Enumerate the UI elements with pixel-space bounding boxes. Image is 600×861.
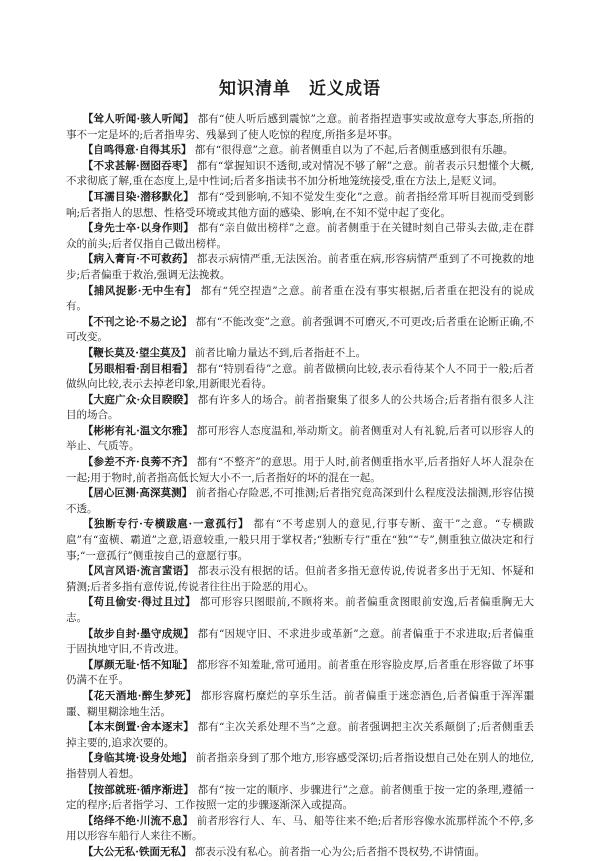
idiom-entry [66, 564, 534, 595]
idiom-entry [66, 627, 534, 658]
idiom-entry [66, 517, 534, 564]
idiom-explanation: 前者形容行人、车、马、船等往来不绝;后者形容像水流那样流个不停,多用以形容车船行人来往不断。 [66, 814, 535, 843]
idiom-pair-heading: 【耸人听闻·骇人听闻】 [82, 113, 194, 125]
idiom-explanation: 前者指亲身到了那个地方,形容感受深切;后者指设想自己处在别人的地位,指替别人着想。 [66, 752, 535, 780]
idiom-pair-heading: 【病入膏肓·不可救药】 [82, 253, 194, 266]
idiom-pair-heading: 【故步自封·墨守成规】 [82, 627, 194, 640]
idiom-entry [66, 424, 534, 455]
idiom-entry [66, 720, 534, 751]
idiom-pair-heading: 【大公无私·铁面无私】 [82, 845, 192, 858]
idiom-explanation: 都表示没有私心。前者指一心为公;后者指不畏权势,不讲情面。 [194, 845, 486, 858]
idiom-pair-heading: 【自鸣得意·自得其乐】 [82, 144, 192, 157]
idiom-explanation: 都有“按一定的顺序、步骤进行”之意。前者侧重于按一定的条理,遵循一定的程序;后者指学习、工作按照一定的步骤逐渐深入或提高。 [66, 783, 534, 812]
idiom-pair-heading: 【厚颜无耻·恬不知耻】 [82, 658, 194, 671]
idiom-pair-heading: 【鞭长莫及·望尘莫及】 [82, 346, 192, 359]
idiom-explanation: 都有“不整齐”的意思。用于人时,前者侧重指水平,后者指好人坏人混杂在一起;用于物时,前者指高低长短大小不一,后者指好的坏的混在一起。 [66, 456, 535, 484]
idiom-pair-heading: 【不刊之论·不易之论】 [82, 315, 193, 328]
idiom-entry [66, 783, 534, 814]
idiom-entry [66, 346, 534, 362]
idiom-explanation: 都形容腐朽糜烂的享乐生活。前者偏重于迷恋酒色,后者偏重于浑浑噩噩、糊里糊涂地生活。 [66, 689, 535, 718]
idiom-explanation: 都可形容人态度温和,举动斯文。前者侧重对人有礼貌,后者可以形容人的举止、气质等。 [66, 424, 534, 453]
idiom-explanation: 都有“不考虑别人的意见,行事专断、蛮干”之意。“专横跋扈”有“蛮横、霸道”之意,语意较重,一般只用于掌权者;“独断专行”重在“独”“专”,侧重独立做决定和行事;“一意孤行”侧重按自己的意愿行事。 [66, 518, 535, 562]
idiom-pair-heading: 【花天酒地·醉生梦死】 [82, 689, 197, 702]
idiom-entry [66, 845, 534, 861]
idiom-pair-heading: 【不求甚解·囫囵吞枣】 [82, 159, 194, 172]
idiom-explanation: 都有“很得意”之意。前者侧重自以为了不起,后者侧重感到很有乐趣。 [194, 144, 514, 157]
idiom-entry [66, 486, 534, 517]
idiom-entry [66, 362, 534, 393]
idiom-entry [66, 455, 534, 486]
idiom-pair-heading: 【居心叵测·高深莫测】 [82, 487, 193, 500]
idiom-pair-heading: 【彬彬有礼·温文尔雅】 [82, 424, 194, 437]
idiom-pair-heading: 【参差不齐·良莠不齐】 [82, 456, 194, 469]
idiom-entry [66, 221, 534, 252]
idiom-pair-heading: 【按部就班·循序渐进】 [82, 783, 194, 796]
idiom-pair-heading: 【耳濡目染·潜移默化】 [82, 190, 194, 203]
idiom-explanation: 都有“使人听后感到震惊”之意。前者指捏造事实或故意夸大事态,所指的事不一定是坏的;后者指卑劣、残暴到了使人吃惊的程度,所指多是坏事。 [66, 113, 534, 141]
idiom-entry [66, 143, 534, 159]
idiom-explanation: 都有“因规守旧、不求进步或革新”之意。前者偏重于不求进取;后者偏重于固执地守旧,不肯改进。 [66, 627, 535, 656]
idiom-explanation: 都有“特别看待”之意。前者做横向比较,表示看待某个人不同于一般;后者做纵向比较,表示去掉老印象,用新眼光看待。 [66, 362, 534, 391]
idiom-entry [66, 595, 534, 626]
idiom-explanation: 都表示没有根据的话。但前者多指无意传说,传说者多出于无知、怀疑和猜测;后者多指有意传说,传说者往往出于险恶的用心。 [66, 565, 535, 593]
idiom-pair-heading: 【身先士卒·以身作则】 [82, 222, 194, 235]
idiom-explanation: 前者指心存险恶,不可推测;后者指究竟高深到什么程度没法揣测,形容估摸不透。 [66, 487, 535, 515]
idiom-pair-heading: 【苟且偷安·得过且过】 [82, 596, 196, 609]
idiom-list [66, 112, 534, 861]
idiom-entry [66, 190, 534, 221]
idiom-entry [66, 814, 534, 845]
idiom-explanation: 前者比喻力量达不到,后者指赶不上。 [194, 346, 367, 359]
idiom-explanation: 都形容不知羞耻,常可通用。前者重在形容脸皮厚,后者重在形容做了坏事仍满不在乎。 [66, 658, 534, 687]
idiom-entry [66, 658, 534, 689]
idiom-entry [66, 393, 534, 424]
idiom-pair-heading: 【风言风语·流言蜚语】 [82, 565, 195, 578]
idiom-explanation: 都有许多人的场合。前者指聚集了很多人的公共场合;后者指有很多人注目的场合。 [66, 393, 534, 422]
idiom-explanation: 都有“不能改变”之意。前者强调不可磨灭,不可更改;后者重在论断正确,不可改变。 [66, 315, 535, 344]
idiom-entry [66, 751, 534, 782]
idiom-explanation: 都有“掌握知识不透彻,或对情况不够了解”之意。前者表示只想懂个大概,不求彻底了解,重在态度上,是中性词;后者多指读书不加分析地笼统接受,重在方法上,是贬义词。 [66, 159, 535, 188]
idiom-pair-heading: 【另眼相看·刮目相看】 [82, 362, 194, 375]
idiom-entry [66, 284, 534, 315]
idiom-explanation: 都有“亲自做出榜样”之意。前者侧重于在关键时刻自己带头去做,走在群众的前头;后者仅指自己做出榜样。 [66, 222, 534, 250]
idiom-pair-heading: 【捕风捉影·无中生有】 [82, 284, 197, 297]
idiom-pair-heading: 【本末倒置·舍本逐末】 [82, 721, 194, 734]
idiom-explanation: 都表示病情严重,无法医治。前者重在病,形容病情严重到了不可挽救的地步;后者偏重于救治,强调无法挽救。 [66, 253, 534, 281]
idiom-explanation: 都可形容只图眼前,不顾将来。前者偏重贪图眼前安逸,后者偏重胸无大志。 [66, 596, 534, 624]
idiom-pair-heading: 【络绎不绝·川流不息】 [82, 814, 194, 827]
idiom-pair-heading: 【大庭广众·众目睽睽】 [82, 393, 195, 406]
idiom-entry [66, 252, 534, 283]
idiom-entry [66, 159, 534, 190]
idiom-entry [66, 112, 534, 143]
idiom-explanation: 都有“受到影响,不知不觉发生变化”之意。前者指经常耳听目视而受到影响;后者指人的思想、性格受环境或其他方面的感染、影响,在不知不觉中起了变化。 [66, 190, 534, 219]
page-title: 知识清单 近义成语 [219, 79, 381, 99]
idiom-pair-heading: 【独断专行·专横跋扈·一意孤行】 [82, 518, 250, 531]
idiom-entry [66, 315, 534, 346]
idiom-pair-heading: 【身临其境·设身处地】 [82, 752, 193, 765]
idiom-explanation: 都有“凭空捏造”之意。前者重在没有事实根据,后者重在把没有的说成有。 [66, 284, 535, 313]
idiom-entry [66, 689, 534, 720]
idiom-explanation: 都有“主次关系处理不当”之意。前者强调把主次关系颠倒了;后者侧重丢掉主要的,追求次要的。 [66, 721, 535, 749]
